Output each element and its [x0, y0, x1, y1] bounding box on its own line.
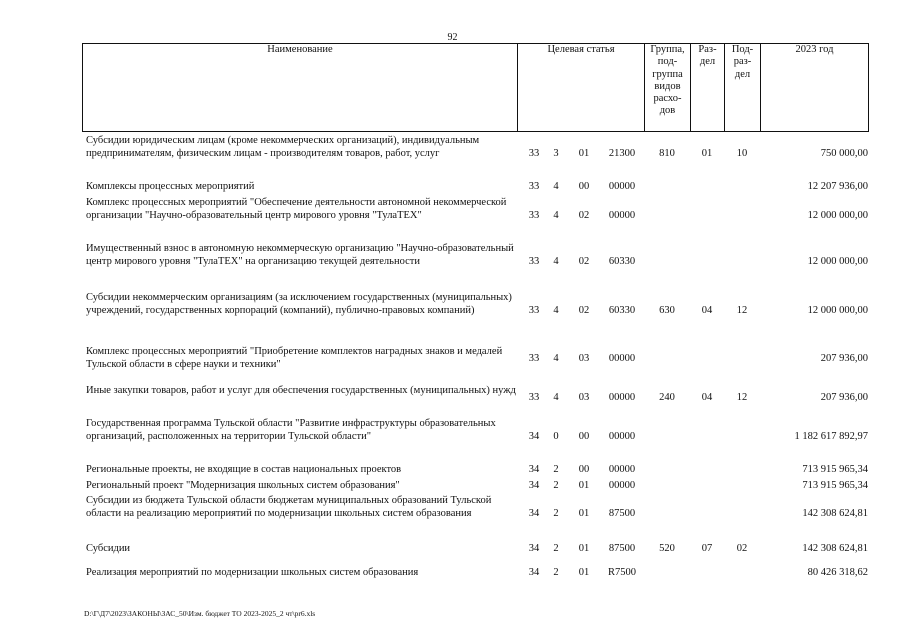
- row-c3: 03: [578, 391, 590, 403]
- table-row: [0, 134, 905, 174]
- row-c4: 21300: [608, 148, 636, 160]
- row-amount: 12 000 000,00: [807, 305, 868, 317]
- row-c1: 34: [528, 464, 540, 475]
- row-amount: 207 936,00: [820, 352, 868, 364]
- row-c1: 33: [528, 148, 540, 160]
- row-subsection: 12: [736, 305, 748, 317]
- row-c1: 34: [528, 543, 540, 554]
- row-name: Субсидии юридическим лицам (кроме некоммерческих организаций), индивидуальным предпринимателям, физическим лицам - производителям товаров, работ, услуг: [86, 135, 480, 160]
- row-c1: 33: [528, 391, 540, 403]
- row-c2: 3: [553, 148, 559, 160]
- row-c3: 01: [578, 148, 590, 160]
- header-year: 2023 год: [795, 44, 834, 55]
- table-row: [0, 384, 905, 410]
- row-c2: 4: [553, 210, 559, 222]
- row-group: 240: [659, 391, 675, 403]
- row-subsection: 10: [736, 148, 748, 160]
- row-c3: 02: [578, 305, 590, 317]
- row-c2: 2: [553, 567, 559, 578]
- row-name: Комплекс процессных мероприятий "Приобретение комплектов наградных знаков и медалей Тульской области в сфере науки и техники": [86, 346, 503, 371]
- row-group: 520: [659, 543, 675, 554]
- row-c2: 0: [553, 431, 559, 443]
- header-bottom-rule: [82, 131, 869, 132]
- row-section: 04: [701, 305, 713, 317]
- row-amount: 713 915 965,34: [802, 480, 868, 491]
- row-name: Комплексы процессных мероприятий: [86, 181, 255, 192]
- row-amount: 142 308 624,81: [802, 543, 868, 554]
- header-rule-right: [868, 43, 869, 132]
- row-section: 07: [701, 543, 713, 554]
- row-section: 04: [701, 391, 713, 403]
- table-row: [0, 479, 905, 492]
- row-name: Субсидии из бюджета Тульской области бюджетам муниципальных образований Тульской области на реализацию мероприятий по модернизации школьных систем образования: [86, 495, 492, 520]
- table-row: [0, 291, 905, 331]
- row-c1: 34: [528, 567, 540, 578]
- table-row: [0, 242, 905, 282]
- row-amount: 12 000 000,00: [807, 210, 868, 222]
- table-row: [0, 417, 905, 457]
- row-section: 01: [701, 148, 713, 160]
- row-group: 810: [659, 148, 675, 160]
- row-c4: 00000: [608, 464, 636, 475]
- file-path: D:\Г\Д7\2023\ЗАКОНЫ\ЗАС_50\Изм. бюджет ТО 2023-2025_2 чт\pr6.xls: [84, 609, 316, 618]
- row-c2: 4: [553, 305, 559, 317]
- row-amount: 142 308 624,81: [802, 508, 868, 520]
- header-name: Наименование: [267, 44, 333, 55]
- row-c1: 34: [528, 508, 540, 520]
- row-c2: 4: [553, 256, 559, 268]
- row-name: Субсидии: [86, 543, 131, 554]
- row-c2: 4: [553, 352, 559, 364]
- row-name: Государственная программа Тульской области "Развитие инфраструктуры образовательных организаций, расположенных на территории Тульской области": [86, 418, 496, 443]
- table-row: [0, 494, 905, 534]
- row-c2: 2: [553, 480, 559, 491]
- row-c3: 00: [578, 464, 590, 475]
- header-subsection: Под- раз- дел: [731, 44, 754, 80]
- row-c2: 2: [553, 508, 559, 520]
- row-c1: 34: [528, 480, 540, 491]
- row-name: Иные закупки товаров, работ и услуг для обеспечения государственных (муниципальных) нужд: [86, 385, 516, 396]
- row-subsection: 02: [736, 543, 748, 554]
- row-c1: 33: [528, 352, 540, 364]
- header-target-article: Целевая статья: [547, 44, 615, 55]
- row-c3: 00: [578, 181, 590, 192]
- row-name: Комплекс процессных мероприятий "Обеспечение деятельности автономной некоммерческой организации "Научно-образовательный центр мирового уровня "ТулаТЕХ": [86, 197, 507, 222]
- row-c3: 00: [578, 431, 590, 443]
- row-c4: 00000: [608, 391, 636, 403]
- row-c3: 01: [578, 543, 590, 554]
- row-c2: 4: [553, 181, 559, 192]
- header-rule-left: [82, 43, 83, 132]
- table-row: [0, 463, 905, 476]
- row-c4: 00000: [608, 480, 636, 491]
- row-c1: 33: [528, 305, 540, 317]
- row-amount: 80 426 318,62: [807, 567, 868, 578]
- row-c1: 33: [528, 256, 540, 268]
- table-row: [0, 566, 905, 579]
- row-c3: 02: [578, 256, 590, 268]
- header-section: Раз- дел: [698, 44, 717, 68]
- table-row: [0, 542, 905, 555]
- row-c2: 4: [553, 391, 559, 403]
- table-row: [0, 180, 905, 193]
- row-c4: 00000: [608, 181, 636, 192]
- row-amount: 12 207 936,00: [807, 181, 868, 192]
- header-rule-5: [760, 43, 761, 132]
- row-c1: 34: [528, 431, 540, 443]
- row-amount: 12 000 000,00: [807, 256, 868, 268]
- row-amount: 713 915 965,34: [802, 464, 868, 475]
- row-c4: 00000: [608, 210, 636, 222]
- row-subsection: 12: [736, 391, 748, 403]
- row-name: Реализация мероприятий по модернизации школьных систем образования: [86, 567, 419, 578]
- row-amount: 750 000,00: [820, 148, 868, 160]
- table-row: [0, 196, 905, 236]
- header-rule-1: [517, 43, 518, 132]
- row-c3: 01: [578, 480, 590, 491]
- row-name: Региональные проекты, не входящие в состав национальных проектов: [86, 464, 402, 475]
- row-c1: 33: [528, 210, 540, 222]
- row-c1: 33: [528, 181, 540, 192]
- row-c2: 2: [553, 543, 559, 554]
- page-number: 92: [447, 32, 458, 43]
- header-group: Группа, под- группа видов расхо- дов: [650, 44, 685, 117]
- row-c4: 87500: [608, 543, 636, 554]
- row-name: Региональный проект "Модернизация школьных систем образования": [86, 480, 400, 491]
- row-group: 630: [659, 305, 675, 317]
- table-row: [0, 345, 905, 371]
- row-c4: 60330: [608, 305, 636, 317]
- row-c3: 01: [578, 508, 590, 520]
- row-c4: 00000: [608, 352, 636, 364]
- row-c4: 60330: [608, 256, 636, 268]
- row-name: Субсидии некоммерческим организациям (за исключением государственных (муниципальных) учреждений, государственных корпораций (компаний), публично-правовых компаний): [86, 292, 512, 317]
- row-c4: 00000: [608, 431, 636, 443]
- row-c2: 2: [553, 464, 559, 475]
- row-c3: 01: [578, 567, 590, 578]
- row-c4: 87500: [608, 508, 636, 520]
- row-c3: 02: [578, 210, 590, 222]
- row-c4: R7500: [607, 567, 636, 578]
- row-c3: 03: [578, 352, 590, 364]
- row-amount: 1 182 617 892,97: [794, 431, 868, 443]
- row-amount: 207 936,00: [820, 391, 868, 403]
- row-name: Имущественный взнос в автономную некоммерческую организацию "Научно-образовательный центр мирового уровня "ТулаТЕХ" на организацию текущей деятельности: [86, 243, 514, 268]
